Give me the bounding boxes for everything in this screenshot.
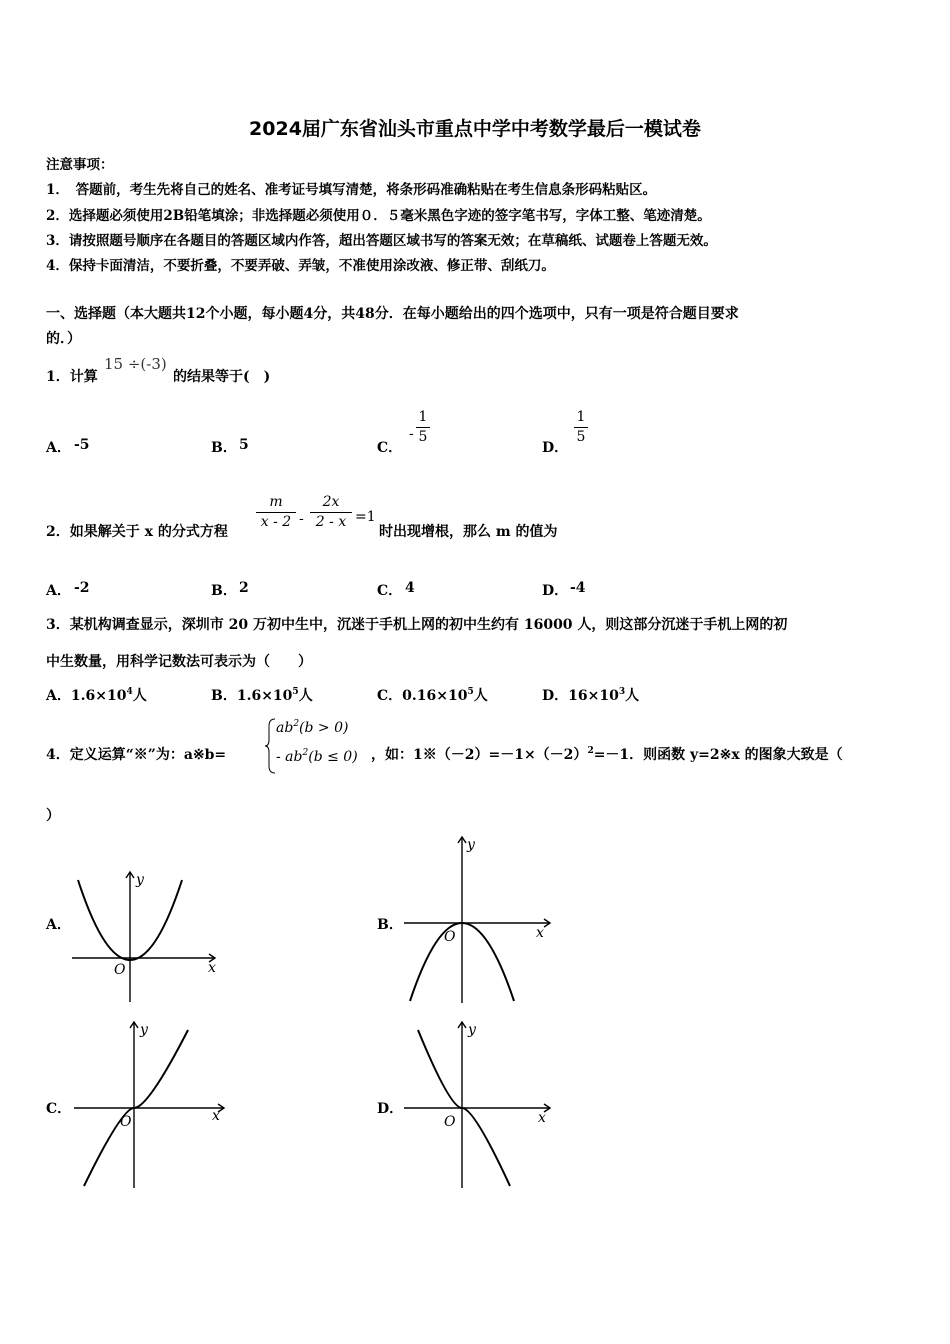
- y-axis-label: y: [140, 1022, 148, 1038]
- option-unit: 人: [625, 688, 640, 704]
- q4-option-b-label: B．: [377, 917, 403, 933]
- option-base: 0.16×10: [402, 688, 468, 704]
- q2-option-c-value: 4: [405, 580, 415, 596]
- origin-label: O: [444, 1114, 456, 1130]
- q2-equals: =1: [355, 509, 376, 525]
- x-axis-label: x: [212, 1108, 220, 1124]
- q2-fraction-1: [256, 494, 296, 530]
- section-heading-line1: 一、选择题（本大题共12个小题，每小题4分，共48分．在每小题给出的四个选项中，只有一项是符合题目要求: [46, 306, 739, 322]
- q4-prefix: 4．定义运算“※”为：a※b=: [46, 747, 227, 763]
- q2-option-a-value: -2: [74, 580, 90, 596]
- x-axis-label: x: [538, 1110, 546, 1126]
- option-base: 16×10: [568, 688, 619, 704]
- notice-item: 4．保持卡面清洁，不要折叠，不要弄破、弄皱，不准使用涂改液、修正带、刮纸刀。: [46, 258, 555, 274]
- q3-line1: 3．某机构调查显示，深圳市 20 万初中生中，沉迷于手机上网的初中生约有 16000 人，则这部分沉迷于手机上网的初: [46, 617, 788, 633]
- y-axis-label: y: [136, 872, 144, 888]
- q4-option-a-label: A．: [46, 917, 71, 933]
- q3-option-d: [542, 685, 639, 705]
- y-axis-label: y: [468, 1022, 476, 1038]
- notice-item: 3．请按照题号顺序在各题目的答题区域内作答，超出答题区域书写的答案无效；在草稿纸、试题卷上答题无效。: [46, 233, 717, 249]
- q4-close-paren: ）: [46, 808, 60, 824]
- q2-prefix: 2．如果解关于 x 的分式方程: [46, 524, 228, 540]
- q2-option-a-label: A．: [46, 583, 71, 599]
- q4-example-exponent: 2: [587, 746, 594, 756]
- origin-label: O: [444, 929, 456, 945]
- option-exponent: 5: [292, 687, 299, 697]
- q4-graph-c: [72, 1018, 228, 1190]
- q1-option-c-sign: -: [409, 426, 414, 442]
- case-condition: (b > 0): [299, 720, 349, 736]
- case-expression: - ab: [276, 749, 303, 765]
- q1-option-d-label: D．: [542, 440, 569, 456]
- case-condition: (b ≤ 0): [308, 749, 358, 765]
- fraction-denominator: 5: [576, 429, 586, 445]
- fraction-denominator: 5: [418, 429, 428, 445]
- option-label: C．: [377, 688, 403, 704]
- q3-option-c: [377, 685, 488, 705]
- origin-label: O: [114, 962, 126, 978]
- q4-graph-d: [402, 1018, 554, 1190]
- option-unit: 人: [132, 688, 147, 704]
- case-exponent: 2: [302, 748, 309, 758]
- fraction-numerator: 1: [418, 409, 428, 425]
- q4-graph-a: [70, 870, 220, 1005]
- q2-minus: -: [299, 511, 304, 527]
- notice-item: 1． 答题前，考生先将自己的姓名、准考证号填写清楚，将条形码准确粘贴在考生信息条形码粘贴区。: [46, 182, 657, 198]
- option-label: A．: [46, 688, 71, 704]
- fraction-denominator: 2 - x: [315, 514, 347, 530]
- case-expression: ab: [276, 720, 294, 736]
- option-unit: 人: [298, 688, 313, 704]
- q4-example: ，如：1※（－2）=－1×（－2）: [371, 747, 588, 763]
- q1-expression: 15 ÷(-3): [104, 355, 167, 373]
- q1-option-b-label: B．: [211, 440, 237, 456]
- q3-line2: 中生数量，用科学记数法可表示为（ ）: [46, 654, 312, 670]
- q2-suffix: 时出现增根，那么 m 的值为: [379, 524, 558, 540]
- notice-item: 2．选择题必须使用2B铅笔填涂；非选择题必须使用０．５毫米黑色字迹的签字笔书写，字体工整、笔迹清楚。: [46, 208, 711, 224]
- x-axis-label: x: [536, 925, 544, 941]
- q1-option-a-value: -5: [74, 437, 90, 453]
- q2-option-d-value: -4: [570, 580, 586, 596]
- q1-option-c-fraction: [416, 409, 430, 445]
- q4-case-1: [276, 719, 348, 736]
- q2-fraction-2: [310, 494, 352, 530]
- option-base: 1.6×10: [236, 688, 293, 704]
- q4-graph-b: [402, 835, 554, 1005]
- x-axis-label: x: [208, 960, 216, 976]
- fraction-numerator: m: [269, 494, 283, 510]
- option-exponent: 4: [126, 687, 133, 697]
- page-title: 2024届广东省汕头市重点中学中考数学最后一模试卷: [249, 118, 701, 140]
- q4-option-c-label: C．: [46, 1101, 72, 1117]
- q1-option-d-fraction: [574, 409, 588, 445]
- case-exponent: 2: [293, 719, 300, 729]
- y-axis-label: y: [467, 837, 475, 853]
- q4-suffix: =－1．则函数 y=2※x 的图象大致是（: [593, 747, 843, 763]
- q1-prefix: 1．计算: [46, 369, 98, 385]
- q2-option-b-value: 2: [239, 580, 249, 596]
- section-heading-line2: 的．）: [46, 331, 81, 347]
- q2-option-d-label: D．: [542, 583, 569, 599]
- q3-option-b: [211, 685, 313, 705]
- option-base: 1.6×10: [70, 688, 127, 704]
- option-label: B．: [211, 688, 237, 704]
- q4-middle: [371, 744, 843, 764]
- option-exponent: 5: [467, 687, 474, 697]
- option-exponent: 3: [618, 687, 626, 697]
- q3-option-a: [46, 685, 147, 705]
- q2-option-c-label: C．: [377, 583, 403, 599]
- q1-suffix: 的结果等于( ): [173, 369, 271, 385]
- q1-option-c-label: C．: [377, 440, 403, 456]
- notice-heading: 注意事项：: [46, 157, 114, 173]
- q1-option-a-label: A．: [46, 440, 71, 456]
- fraction-numerator: 2x: [322, 494, 340, 510]
- q4-option-d-label: D．: [377, 1101, 404, 1117]
- fraction-numerator: 1: [576, 409, 586, 425]
- option-label: D．: [542, 688, 569, 704]
- option-unit: 人: [473, 688, 488, 704]
- q2-option-b-label: B．: [211, 583, 237, 599]
- q4-case-2: [276, 748, 358, 765]
- origin-label: O: [120, 1114, 132, 1130]
- q1-option-b-value: 5: [239, 437, 249, 453]
- fraction-denominator: x - 2: [260, 514, 292, 530]
